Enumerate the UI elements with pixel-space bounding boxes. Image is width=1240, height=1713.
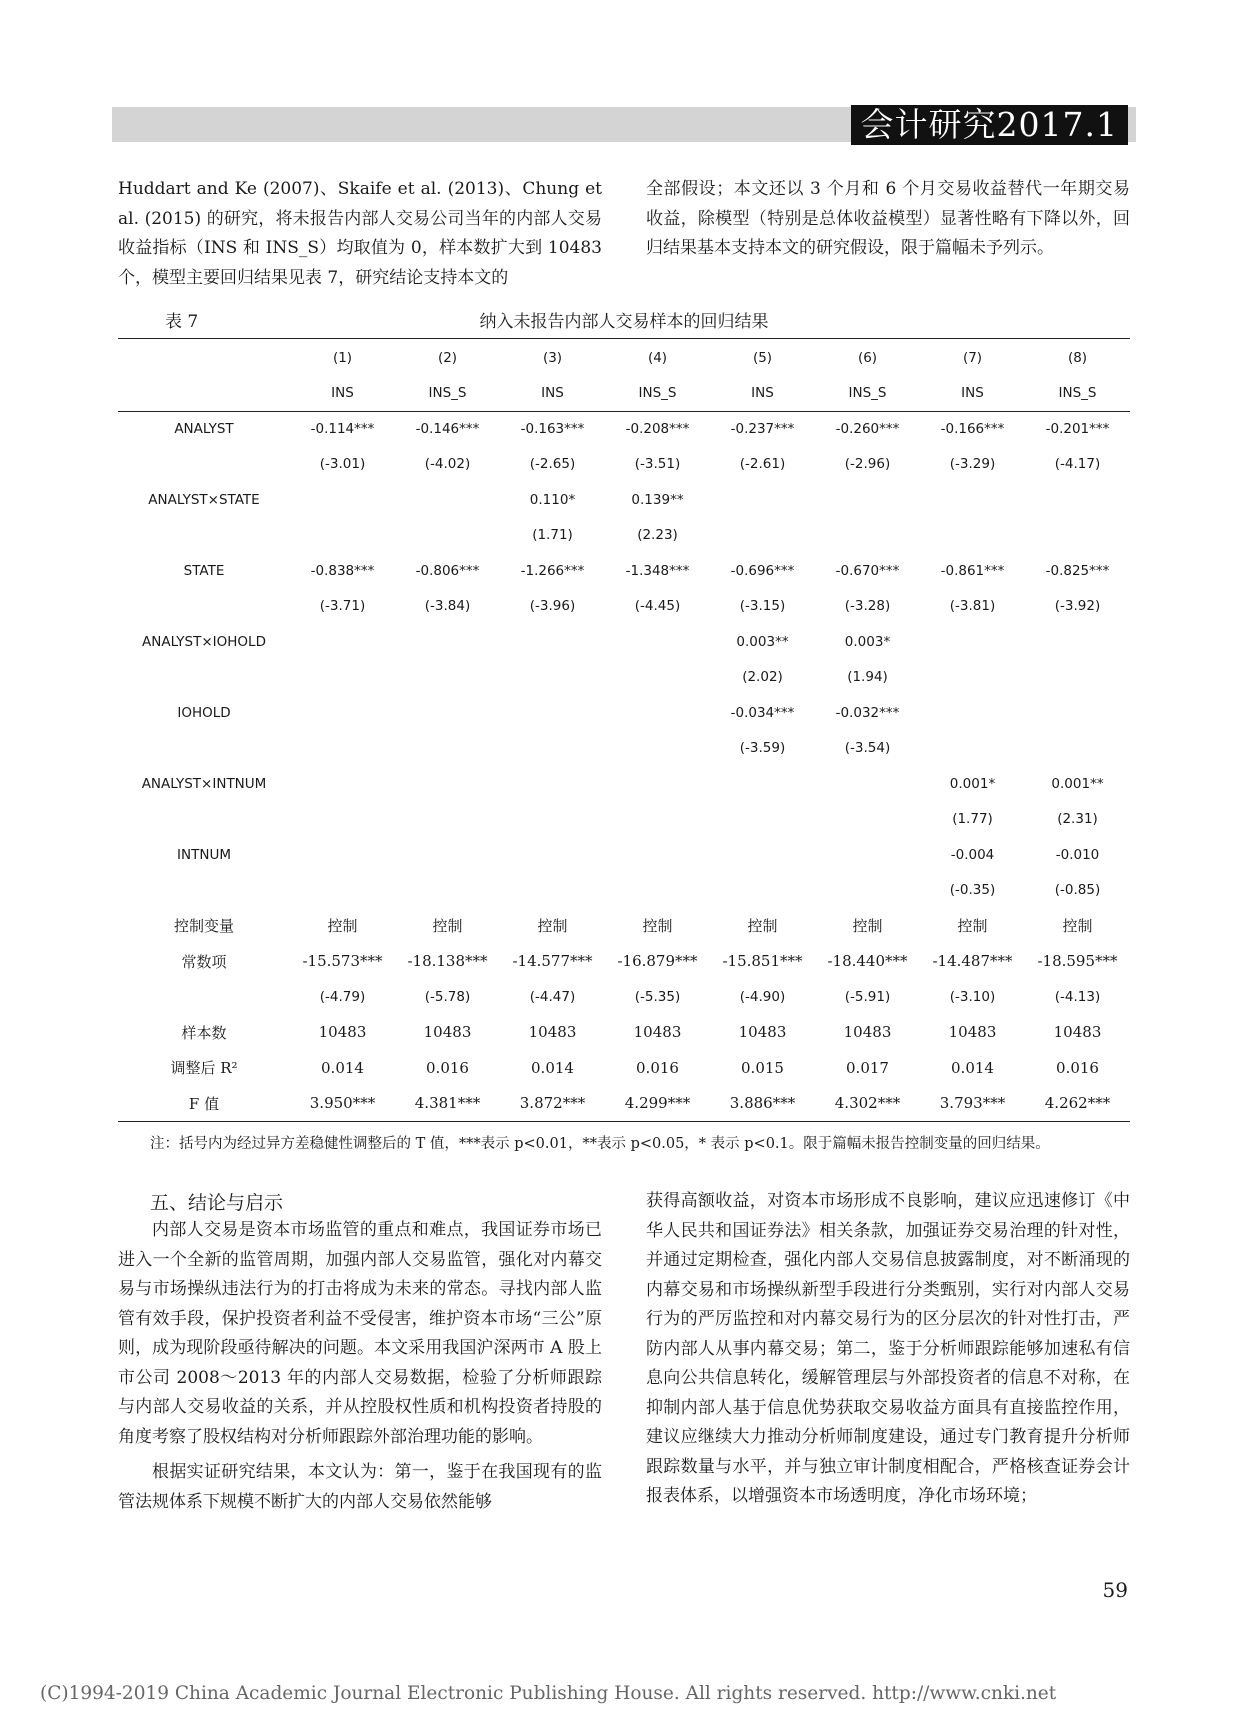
coefficient-cell: 10483 <box>843 1023 892 1042</box>
variable-name-cell: 样本数 <box>181 1023 227 1042</box>
table-row <box>118 1086 1130 1122</box>
coefficient-cell <box>815 837 920 873</box>
column-number: (2) <box>437 349 458 366</box>
variable-name-cell: ANALYST×STATE <box>148 491 260 508</box>
table-t-stat-row <box>118 660 1130 696</box>
coefficient-cell <box>290 518 395 554</box>
coefficient-cell <box>1025 731 1130 767</box>
coefficient-cell <box>290 766 395 802</box>
coefficient-cell: 10483 <box>948 1023 997 1042</box>
coefficient-cell <box>395 482 500 518</box>
table-row <box>118 908 1130 944</box>
coefficient-cell <box>605 695 710 731</box>
coefficient-cell <box>500 802 605 838</box>
coefficient-cell: 0.014 <box>321 1058 364 1077</box>
coefficient-cell: (-3.81) <box>949 598 996 615</box>
coefficient-cell <box>920 695 1025 731</box>
table-row <box>118 944 1130 980</box>
conclusion-paragraph-right: 获得高额收益，对资本市场形成不良影响，建议应迅速修订《中华人民共和国证券法》相关条款，加强证券交易治理的针对性，并通过定期检查，强化内部人交易信息披露制度，对不断涌现的内幕交易和市场操纵新型手段进行分类甄别，实行对内部人交易行为的严厉监控和对内幕交易行为的区分层次的针对性打击，严防内部人从事内幕交易；第二，鉴于分析师跟踪能够加速私有信息向公共信息转化，缓解管理层与外部投资者的信息不对称，在抑制内部人基于信息优势获取交易收益方面具有直接监控作用，建议应继续大力推动分析师制度建设，通过专门教育提升分析师跟踪数量与水平，并与独立审计制度相配合，严格核查证券会计报表体系，以增强资本市场透明度，净化市场环境； <box>646 1191 1130 1506</box>
variable-name-cell: F 值 <box>188 1094 220 1113</box>
coefficient-cell: -0.670*** <box>835 562 900 579</box>
copyright-footer: (C)1994-2019 China Academic Journal Electronic Publishing House. All rights reserved. http://www.cnki.net <box>40 1683 1057 1704</box>
coefficient-cell: (-0.35) <box>949 882 996 899</box>
coefficient-cell: 控制 <box>747 917 778 936</box>
coefficient-cell <box>500 873 605 909</box>
coefficient-cell: -1.348*** <box>625 562 690 579</box>
table-t-stat-row <box>118 979 1130 1015</box>
coefficient-cell <box>605 802 710 838</box>
coefficient-cell: 控制 <box>642 917 673 936</box>
coefficient-cell: (-3.28) <box>844 598 891 615</box>
table-t-stat-row <box>118 802 1130 838</box>
conclusion-paragraph-1: 内部人交易是资本市场监管的重点和难点，我国证券市场已进入一个全新的监管周期，加强内部人交易监管，强化对内幕交易与市场操纵违法行为的打击将成为未来的常态。寻找内部人监管有效手段，保护投资者利益不受侵害，维护资本市场“三公”原则，成为现阶段亟待解决的问题。本文采用我国沪深两市 A 股上市公司 2008～2013 年的内部人交易数据，检验了分析师跟踪与内部人交易收益的关系，并从控股权性质和机构投资者持股的角度考察了股权结构对分析师跟踪外部治理功能的影响。 <box>118 1220 602 1447</box>
variable-name-cell <box>118 873 290 909</box>
coefficient-cell: (-2.96) <box>844 456 891 473</box>
journal-title: 会计研究2017.1 <box>851 105 1128 145</box>
table-bottom-rule <box>118 1121 1130 1122</box>
column-name: INS <box>541 385 564 402</box>
table-top-rule <box>118 338 1130 339</box>
table-row <box>118 553 1130 589</box>
coefficient-cell <box>1025 518 1130 554</box>
regression-table <box>118 340 1130 1121</box>
variable-name-cell: 调整后 R² <box>170 1059 238 1078</box>
coefficient-cell: 4.299*** <box>624 1094 691 1113</box>
coefficient-cell: -0.838*** <box>310 562 375 579</box>
coefficient-cell: 0.014 <box>951 1058 994 1077</box>
coefficient-cell: (-3.96) <box>529 598 576 615</box>
coefficient-cell: -0.114*** <box>310 420 375 437</box>
coefficient-cell <box>290 731 395 767</box>
column-number: (1) <box>332 349 353 366</box>
coefficient-cell <box>605 624 710 660</box>
column-number: (3) <box>542 349 563 366</box>
variable-name-cell <box>118 802 290 838</box>
coefficient-cell <box>290 695 395 731</box>
conclusion-paragraph-2: 根据实证研究结果，本文认为：第一，鉴于在我国现有的监管法规体系下规模不断扩大的内部人交易依然能够 <box>118 1462 602 1512</box>
coefficient-cell: 控制 <box>537 917 568 936</box>
coefficient-cell: 控制 <box>852 917 883 936</box>
coefficient-cell <box>815 518 920 554</box>
variable-name-cell: ANALYST×IOHOLD <box>142 633 266 650</box>
coefficient-cell: 10483 <box>738 1023 787 1042</box>
coefficient-cell: (-3.01) <box>319 456 366 473</box>
coefficient-cell: 3.872*** <box>519 1094 586 1113</box>
coefficient-cell: -0.201*** <box>1045 420 1110 437</box>
coefficient-cell <box>395 518 500 554</box>
coefficient-cell: -0.696*** <box>730 562 795 579</box>
column-number: (7) <box>962 349 983 366</box>
coefficient-cell <box>1025 695 1130 731</box>
variable-name-cell: 控制变量 <box>173 917 234 936</box>
coefficient-cell: -18.440*** <box>827 952 908 971</box>
coefficient-cell: -15.573*** <box>302 952 383 971</box>
coefficient-cell <box>710 518 815 554</box>
top-left-paragraph: Huddart and Ke (2007)、Skaife et al. (2013)、Chung et al. (2015) 的研究，将未报告内部人交易公司当年的内部人交易收益指标（INS 和 INS_S）均取值为 0，样本数扩大到 10483 个，模型主要回归结果见表 7，研究结论支持本文的 <box>118 179 602 288</box>
coefficient-cell <box>290 482 395 518</box>
column-name-row <box>118 376 1130 412</box>
coefficient-cell: (2.02) <box>742 669 783 686</box>
coefficient-cell: (1.94) <box>847 669 888 686</box>
coefficient-cell: 0.003** <box>736 633 789 650</box>
coefficient-cell: (-5.35) <box>634 988 681 1005</box>
variable-name-cell <box>118 447 290 483</box>
table-t-stat-row <box>118 589 1130 625</box>
variable-name-cell <box>118 731 290 767</box>
table-row <box>118 624 1130 660</box>
table-row <box>118 1015 1130 1051</box>
coefficient-cell: (-0.85) <box>1054 882 1101 899</box>
coefficient-cell <box>1025 624 1130 660</box>
coefficient-cell <box>500 624 605 660</box>
coefficient-cell: 3.793*** <box>939 1094 1006 1113</box>
coefficient-cell: -1.266*** <box>520 562 585 579</box>
bottom-left-column <box>118 1216 602 1517</box>
coefficient-cell: 3.886*** <box>729 1094 796 1113</box>
column-name: INS_S <box>1058 385 1097 402</box>
coefficient-cell: -0.146*** <box>415 420 480 437</box>
coefficient-cell <box>815 802 920 838</box>
coefficient-cell: 0.001** <box>1051 775 1104 792</box>
coefficient-cell <box>605 766 710 802</box>
table-t-stat-row <box>118 447 1130 483</box>
coefficient-cell <box>395 695 500 731</box>
top-right-paragraph: 全部假设；本文还以 3 个月和 6 个月交易收益替代一年期交易收益，除模型（特别是总体收益模型）显著性略有下降以外，回归结果基本支持本文的研究假设，限于篇幅未予列示。 <box>646 179 1130 258</box>
coefficient-cell <box>290 802 395 838</box>
variable-name-cell <box>118 660 290 696</box>
coefficient-cell <box>500 766 605 802</box>
coefficient-cell: (-4.90) <box>739 988 786 1005</box>
table-row <box>118 482 1130 518</box>
top-right-column <box>646 175 1130 264</box>
coefficient-cell: 0.001* <box>949 775 996 792</box>
coefficient-cell <box>290 624 395 660</box>
coefficient-cell: 0.003* <box>844 633 891 650</box>
coefficient-cell: 控制 <box>1062 917 1093 936</box>
column-name: INS <box>331 385 354 402</box>
coefficient-cell: 3.950*** <box>309 1094 376 1113</box>
coefficient-cell <box>815 873 920 909</box>
coefficient-cell: (2.31) <box>1057 811 1098 828</box>
coefficient-cell: (1.71) <box>532 527 573 544</box>
column-name: INS <box>961 385 984 402</box>
coefficient-cell <box>920 482 1025 518</box>
coefficient-cell: -0.163*** <box>520 420 585 437</box>
table-label: 表 7 <box>165 312 199 332</box>
coefficient-cell: 10483 <box>528 1023 577 1042</box>
variable-name-cell <box>118 589 290 625</box>
variable-name-cell: INTNUM <box>177 846 231 863</box>
coefficient-cell: (-4.79) <box>319 988 366 1005</box>
coefficient-cell <box>1025 482 1130 518</box>
coefficient-cell <box>710 837 815 873</box>
column-number: (8) <box>1067 349 1088 366</box>
variable-name-cell <box>118 979 290 1015</box>
coefficient-cell <box>920 731 1025 767</box>
coefficient-cell: (-3.10) <box>949 988 996 1005</box>
column-name: INS_S <box>848 385 887 402</box>
coefficient-cell: 0.016 <box>636 1058 679 1077</box>
coefficient-cell: -16.879*** <box>617 952 698 971</box>
coefficient-cell: (-3.59) <box>739 740 786 757</box>
column-number: (5) <box>752 349 773 366</box>
table-row <box>118 837 1130 873</box>
coefficient-cell: 0.016 <box>426 1058 469 1077</box>
coefficient-cell: 10483 <box>633 1023 682 1042</box>
coefficient-cell <box>395 624 500 660</box>
coefficient-cell: (-3.51) <box>634 456 681 473</box>
coefficient-cell: -14.577*** <box>512 952 593 971</box>
bottom-right-column <box>646 1187 1130 1512</box>
header-empty-cell <box>118 340 290 376</box>
table-row <box>118 411 1130 447</box>
coefficient-cell: (-3.15) <box>739 598 786 615</box>
coefficient-cell: 0.015 <box>741 1058 784 1077</box>
top-left-column <box>118 175 602 293</box>
coefficient-cell: -0.034*** <box>730 704 795 721</box>
table-row <box>118 766 1130 802</box>
coefficient-cell <box>500 695 605 731</box>
coefficient-cell: -0.861*** <box>940 562 1005 579</box>
coefficient-cell <box>395 837 500 873</box>
coefficient-cell <box>395 660 500 696</box>
table-row <box>118 695 1130 731</box>
coefficient-cell: 0.016 <box>1056 1058 1099 1077</box>
coefficient-cell <box>710 766 815 802</box>
coefficient-cell <box>710 482 815 518</box>
column-number: (6) <box>857 349 878 366</box>
table-note: 注：括号内为经过异方差稳健性调整后的 T 值，***表示 p<0.01，**表示 p<0.05，* 表示 p<0.1。限于篇幅未报告控制变量的回归结果。 <box>150 1136 1050 1152</box>
coefficient-cell: (-5.78) <box>424 988 471 1005</box>
coefficient-cell: -18.138*** <box>407 952 488 971</box>
coefficient-cell: (-2.65) <box>529 456 576 473</box>
coefficient-cell: (1.77) <box>952 811 993 828</box>
coefficient-cell: 10483 <box>318 1023 367 1042</box>
coefficient-cell <box>290 660 395 696</box>
coefficient-cell: 4.262*** <box>1044 1094 1111 1113</box>
coefficient-cell: (-4.02) <box>424 456 471 473</box>
coefficient-cell: -0.260*** <box>835 420 900 437</box>
coefficient-cell: (-3.29) <box>949 456 996 473</box>
column-name: INS_S <box>428 385 467 402</box>
coefficient-cell <box>500 731 605 767</box>
coefficient-cell: (-3.84) <box>424 598 471 615</box>
header-empty-cell <box>118 376 290 412</box>
coefficient-cell: -0.166*** <box>940 420 1005 437</box>
coefficient-cell: 控制 <box>432 917 463 936</box>
coefficient-cell <box>605 837 710 873</box>
coefficient-cell: -0.806*** <box>415 562 480 579</box>
variable-name-cell: ANALYST×INTNUM <box>141 775 267 792</box>
table-t-stat-row <box>118 731 1130 767</box>
coefficient-cell: 0.014 <box>531 1058 574 1077</box>
coefficient-cell: (2.23) <box>637 527 678 544</box>
coefficient-cell: -0.825*** <box>1045 562 1110 579</box>
column-number-row <box>118 340 1130 376</box>
variable-name-cell: ANALYST <box>174 420 234 437</box>
coefficient-cell: 控制 <box>957 917 988 936</box>
coefficient-cell: 0.017 <box>846 1058 889 1077</box>
variable-name-cell <box>118 518 290 554</box>
coefficient-cell <box>290 837 395 873</box>
coefficient-cell <box>290 873 395 909</box>
table-title: 纳入未报告内部人交易样本的回归结果 <box>479 312 769 332</box>
variable-name-cell: IOHOLD <box>177 704 231 721</box>
table-row <box>118 1050 1130 1086</box>
coefficient-cell <box>710 802 815 838</box>
coefficient-cell: 10483 <box>423 1023 472 1042</box>
coefficient-cell: -0.010 <box>1055 846 1100 863</box>
coefficient-cell: -0.004 <box>950 846 995 863</box>
coefficient-cell: 4.302*** <box>834 1094 901 1113</box>
section-heading: 五、结论与启示 <box>150 1192 284 1214</box>
coefficient-cell: (-2.61) <box>739 456 786 473</box>
coefficient-cell <box>815 766 920 802</box>
coefficient-cell <box>710 873 815 909</box>
coefficient-cell: (-3.54) <box>844 740 891 757</box>
coefficient-cell <box>395 873 500 909</box>
table-t-stat-row <box>118 873 1130 909</box>
coefficient-cell: -0.032*** <box>835 704 900 721</box>
coefficient-cell <box>920 660 1025 696</box>
coefficient-cell: (-3.92) <box>1054 598 1101 615</box>
coefficient-cell: (-5.91) <box>844 988 891 1005</box>
coefficient-cell: (-4.47) <box>529 988 576 1005</box>
coefficient-cell <box>605 660 710 696</box>
coefficient-cell: -0.237*** <box>730 420 795 437</box>
coefficient-cell <box>395 766 500 802</box>
coefficient-cell: 控制 <box>327 917 358 936</box>
coefficient-cell <box>605 873 710 909</box>
coefficient-cell <box>500 660 605 696</box>
coefficient-cell <box>500 837 605 873</box>
coefficient-cell: (-4.17) <box>1054 456 1101 473</box>
coefficient-cell: 0.110* <box>529 491 576 508</box>
coefficient-cell <box>1025 660 1130 696</box>
variable-name-cell: STATE <box>183 562 225 579</box>
coefficient-cell: (-4.13) <box>1054 988 1101 1005</box>
coefficient-cell: -18.595*** <box>1037 952 1118 971</box>
coefficient-cell: 0.139** <box>631 491 684 508</box>
column-name: INS_S <box>638 385 677 402</box>
table-t-stat-row <box>118 518 1130 554</box>
coefficient-cell: -15.851*** <box>722 952 803 971</box>
coefficient-cell <box>920 624 1025 660</box>
coefficient-cell <box>395 731 500 767</box>
column-number: (4) <box>647 349 668 366</box>
coefficient-cell: -14.487*** <box>932 952 1013 971</box>
coefficient-cell: -0.208*** <box>625 420 690 437</box>
coefficient-cell <box>920 518 1025 554</box>
column-name: INS <box>751 385 774 402</box>
coefficient-cell <box>395 802 500 838</box>
variable-name-cell: 常数项 <box>181 952 227 971</box>
coefficient-cell: (-4.45) <box>634 598 681 615</box>
coefficient-cell: (-3.71) <box>319 598 366 615</box>
coefficient-cell: 10483 <box>1053 1023 1102 1042</box>
coefficient-cell <box>815 482 920 518</box>
coefficient-cell <box>605 731 710 767</box>
coefficient-cell: 4.381*** <box>414 1094 481 1113</box>
page-number: 59 <box>1102 1578 1128 1602</box>
